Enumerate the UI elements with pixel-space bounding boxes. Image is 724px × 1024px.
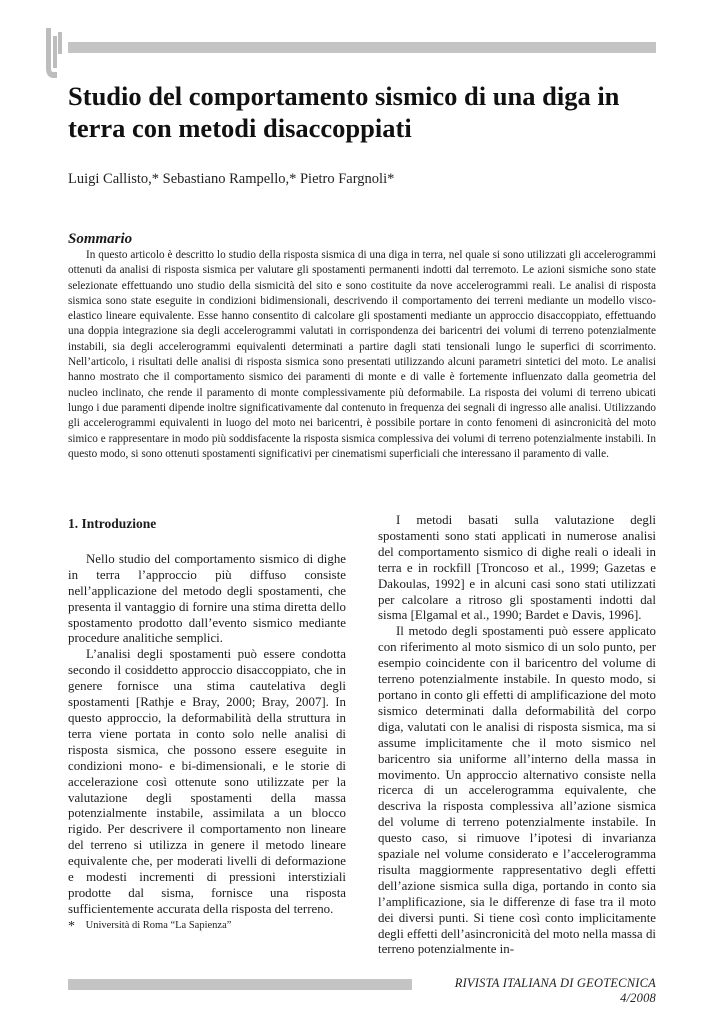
section-heading-introduzione: 1. Introduzione — [68, 516, 157, 531]
footnote — [68, 917, 368, 933]
article-authors: Luigi Callisto,* Sebastiano Rampello,* Pietro Fargnoli* — [68, 171, 395, 187]
sommario-heading: Sommario — [68, 231, 133, 247]
paragraph: I metodi basati sulla valutazione degli spostamenti sono stati applicati in numerose analisi del comportamento sismico di dighe reali o ideali in terra e in rockfill [Troncoso et al., 1999; Gazetas e Dakoulas, 1992] e in alcuni casi sono stati utilizzati per calcolare a ritroso gli spostamenti indotti dal sisma [Elgamal et al., 1990; Bardet e Davis, 1996]. — [378, 513, 656, 623]
rig-logo-icon — [44, 22, 64, 82]
footnote-affiliation: Università di Roma “La Sapienza” — [85, 920, 232, 931]
paragraph: Nello studio del comportamento sismico di dighe in terra l’approccio più diffuso consiste nell’applicazione del metodo degli spostamenti, che presenta il vantaggio di fornire una stima diretta dello spostamento prodotto dall’evento sismico mediante procedure analitiche semplici. — [68, 551, 346, 646]
sommario-abstract: In questo articolo è descritto lo studio della risposta sismica di una diga in terra, nel quale si sono utilizzati gli accelerogrammi ottenuti da analisi di risposta sismica per valutare gli spostamenti permanenti indotti dal terremoto. Le azioni sismiche sono state selezionate effettuando uno studio della sismicità del sito e sono costituite da nove accelerogrammi reali. Le analisi di risposta sismica sono state eseguite in condizioni bidimensionali, descrivendo il comportamento dei terreni mediante un modello visco-elastico lineare equivalente. Esse hanno consentito di calcolare gli spostamenti mediante un approccio disaccoppiato, effettuando una doppia integrazione sia degli accelerogrammi valutati in corrispondenza dei baricentri dei volumi di terreno potenzialmente instabili, sia degli accelerogrammi equivalenti determinati a partire dagli stati tensionali lungo le superfici di scorrimento. Nell’articolo, i risultati delle analisi di risposta sismica sono presentati utilizzando alcuni parametri sintetici del moto. Le analisi hanno mostrato che il comportamento sismico dei paramenti di monte e di valle è fortemente influenzato dalla geometria del nucleo inclinato, che rende il paramento di monte complessivamente più deformabile. La risposta dei volumi di terreno ubicati lungo i due paramenti dipende inoltre significativamente dal contenuto in frequenza dei segnali di ingresso alle analisi. Utilizzando gli accelerogrammi equivalenti in luogo del moto nei baricentri, è possibile portare in conto fenomeni di asincronicità del moto simico e rappresentare in modo più soddisfacente la risposta sismica complessiva dei volumi di terreno potenzialmente instabili. In questo modo, si sono ottenuti spostamenti significativi per cinematismi superficiali che interessano il paramento di valle. — [68, 249, 656, 460]
paragraph: L’analisi degli spostamenti può essere condotta secondo il cosiddetto approccio disaccoppiato, che in genere fornisce una stima cautelativa degli spostamenti [Rathje e Bray, 2000; Bray, 2007]. In questo approccio, la deformabilità della struttura in terra viene portata in conto solo nelle analisi di risposta sismica, che possono essere eseguite in condizioni mono- e bi-dimensionali, e le storie di accelerazione così ottenute sono utilizzate per la valutazione degli spostamenti della massa potenzialmente instabile, assimilata a un blocco rigido. Per descrivere il comportamento non lineare del terreno si utilizza in genere il metodo lineare equivalente che, per moderati livelli di deformazione e modesti incrementi di pressioni interstiziali prodotte dal sisma, fornisce una risposta sufficientemente accurata della risposta del terreno. — [68, 647, 346, 916]
article-title: Studio del comportamento sismico di una diga in terra con metodi disaccoppiati — [68, 81, 620, 143]
header-rule — [68, 42, 656, 53]
journal-name: RIVISTA ITALIANA DI GEOTECNICA 4/2008 — [454, 976, 656, 1005]
footnote-mark: * — [68, 919, 75, 934]
left-column — [68, 516, 346, 918]
footer-rule — [68, 979, 412, 990]
paragraph: Il metodo degli spostamenti può essere applicato con riferimento al moto sismico di un solo punto, per esempio coincidente con il baricentro del volume di terreno potenzialmente instabile. In questo modo, si portano in conto gli effetti di amplificazione del moto sismico determinati dalla deformabilità del corpo diga, valutati con le analisi di risposta sismica, ma si assume implicitamente che il moto sismico nel baricentro sia uniforme all’interno della massa in movimento. Un approccio alternativo consiste nella ricerca di un accelerogramma equivalente, che descriva la risposta complessiva all’azione sismica del volume di terreno potenzialmente instabile. In questo caso, si rimuove l’ipotesi di invarianza spaziale nel volume considerato e l’accelerogramma risulta maggiormente rappresentativo degli effetti dell’azione sismica sulla diga, portando in conto sia l’amplificazione, sia le differenze di fase tra il moto dei diversi punti. Si tiene così conto implicitamente degli effetti dell’asincronicità del moto nella massa di terreno potenzialmente in- — [378, 624, 656, 957]
right-column — [378, 513, 656, 958]
